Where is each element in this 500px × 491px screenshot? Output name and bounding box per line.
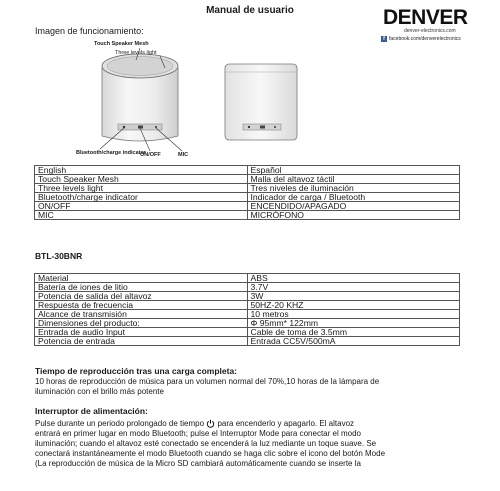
callout-mic: MIC: [178, 152, 189, 158]
table-cell-label: Potencia de entrada: [35, 337, 248, 346]
brand-logo: DENVER: [383, 6, 468, 29]
table-cell-label: Touch Speaker Mesh: [35, 175, 248, 184]
callout-bluetooth-indicator: Bluetooth/charge indicator: [76, 150, 146, 156]
table-cell-value: Cable de toma de 3.5mm: [247, 328, 460, 337]
power-switch-line: entrará en primer lugar en modo Bluetooth; pulse el Interruptor Mode para conectar el modo: [35, 429, 361, 438]
parts-table-row: [35, 193, 460, 202]
table-cell-label: Potencia de salida del altavoz: [35, 292, 248, 301]
table-cell-value: Malla del altavoz táctil: [247, 175, 460, 184]
parts-table-row: [35, 202, 460, 211]
callout-three-levels-light: Three levels light: [115, 50, 157, 56]
parts-table: [34, 165, 460, 220]
table-cell-value: Entrada CC5V/500mA: [247, 337, 460, 346]
playback-text: [35, 377, 379, 397]
table-cell-label: Material: [35, 274, 248, 283]
power-switch-line: conectará instantáneamente el modo Bluetooth cuando se haga clic sobre el icono del botón Mode: [35, 449, 386, 458]
callout-touch-mesh: Touch Speaker Mesh: [94, 41, 149, 47]
page-title: Manual de usuario: [206, 5, 294, 16]
table-cell-value: Español: [247, 166, 460, 175]
table-cell-label: MIC: [35, 211, 248, 220]
power-switch-line: Pulse durante un periodo prolongado de tiempo para encenderlo y apagarlo. El altavoz: [35, 419, 355, 428]
table-cell-label: English: [35, 166, 248, 175]
table-cell-value: ABS: [247, 274, 460, 283]
table-cell-label: Dimensiones del producto:: [35, 319, 248, 328]
table-cell-label: Bluetooth/charge indicator: [35, 193, 248, 202]
power-switch-text: [35, 419, 475, 469]
table-cell-value: 3W: [247, 292, 460, 301]
playback-heading: Tiempo de reproducción tras una carga completa:: [35, 366, 238, 376]
model-number: BTL-30BNR: [35, 251, 83, 261]
table-cell-label: Three levels light: [35, 184, 248, 193]
facebook-icon: f: [381, 36, 387, 42]
diagram-heading: Imagen de funcionamiento:: [35, 26, 144, 36]
table-cell-label: Batería de iones de litio: [35, 283, 248, 292]
power-switch-line: iluminación; cuando el altavoz esté conectado se encenderá la luz mediante un toque suave. Se: [35, 439, 377, 448]
playback-line: 10 horas de reproducción de música para un volumen normal del 70%,10 horas de la lámpara de: [35, 377, 380, 386]
spec-table-row: [35, 337, 460, 346]
table-cell-value: Φ 95mm* 122mm: [247, 319, 460, 328]
table-cell-label: Alcance de transmisión: [35, 310, 248, 319]
power-icon: [206, 419, 215, 428]
table-cell-label: Entrada de audio Input: [35, 328, 248, 337]
table-cell-value: 10 metros: [247, 310, 460, 319]
power-switch-heading: Interruptor de alimentación:: [35, 406, 148, 416]
table-cell-value: Tres niveles de iluminación: [247, 184, 460, 193]
table-cell-value: ENCENDIDO/APAGADO: [247, 202, 460, 211]
brand-website: denver-electronics.com: [404, 28, 456, 34]
power-switch-line: (La reproducción de música de la Micro SD cambiará automáticamente cuando se inserte la: [35, 459, 361, 468]
parts-table-row: [35, 211, 460, 220]
table-cell-value: 3.7V: [247, 283, 460, 292]
spec-table: [34, 273, 460, 346]
callout-onoff: ON/OFF: [140, 152, 161, 158]
table-cell-value: MICRÓFONO: [247, 211, 460, 220]
table-cell-value: Indicador de carga / Bluetooth: [247, 193, 460, 202]
speaker-side-illustration: [215, 58, 310, 148]
facebook-text: facebook.com/denverelectronics: [389, 36, 461, 42]
table-cell-label: ON/OFF: [35, 202, 248, 211]
table-cell-value: 50HZ-20 KHZ: [247, 301, 460, 310]
table-cell-label: Respuesta de frecuencia: [35, 301, 248, 310]
playback-line: iluminación con el brillo más potente: [35, 387, 164, 396]
